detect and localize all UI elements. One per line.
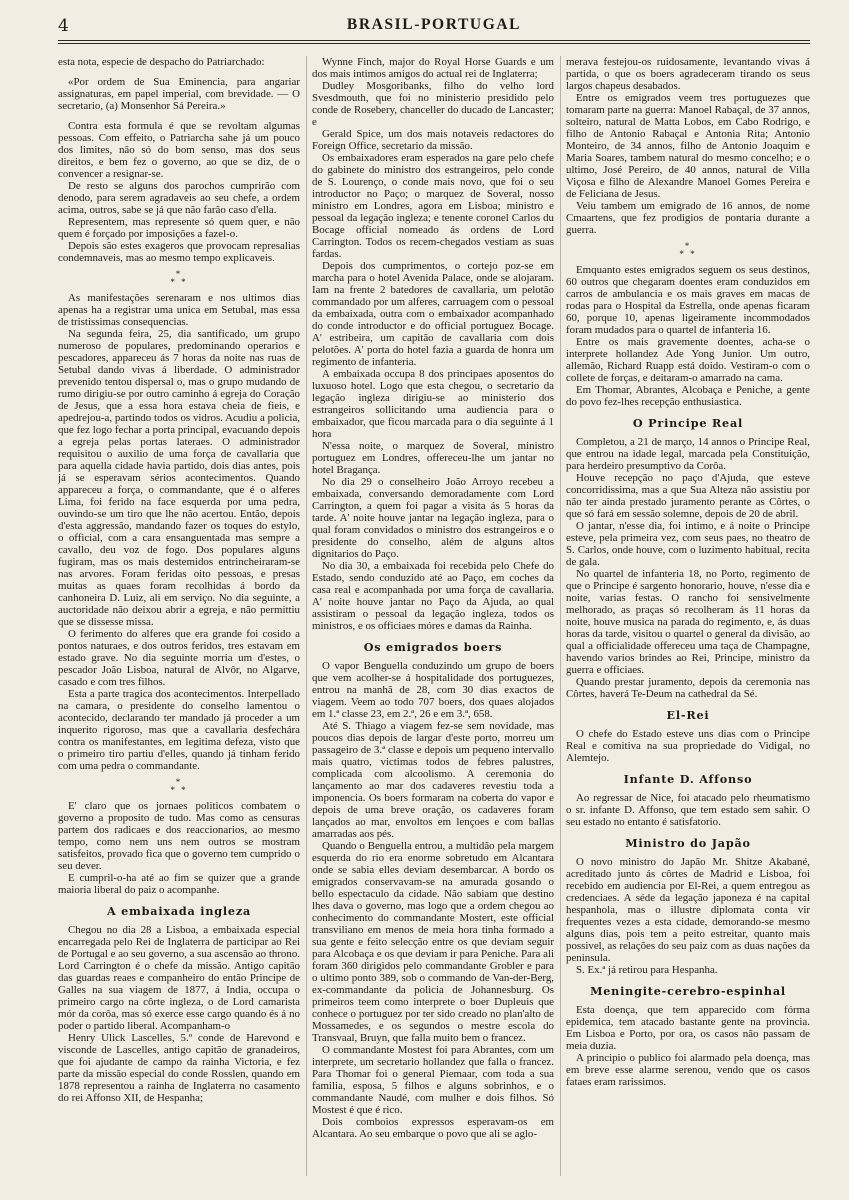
- paragraph: Chegou no dia 28 a Lisboa, a embaixada especial encarregada pelo Rei de Inglaterra de participar ao Rei de Portugal e ao seu governo, a sua ascensão ao throno. Lord Carrington é o chefe da missão. Antigo capitão das guardas reaes e companheiro do então Principe de Galles na sua viagem de 1877, á India, occupa o primeiro cargo na côrte ingleza, o de Lord camarista mór da corôa, mas só exerce esse cargo quando és á no poder o partido liberal. Acompanham-o: [58, 924, 300, 1032]
- paragraph: merava festejou-os ruidosamente, levantando vivas á partida, o que os boers agradeceram tirando os seus largos chapeus desabados.: [566, 56, 810, 92]
- paragraph: Esta a parte tragica dos acontecimentos. Interpellado na camara, o presidente do conselho lamentou o acontecido, declarando ter mandado já proceder a um inquerito rigoroso, mas que a cavallaria desfechára contra os manifestantes, em legitima defeza, visto que o primeiro tiro partiu d'elles, quando já tinham ferido com uma pedra o commandante.: [58, 688, 300, 772]
- column-divider: [560, 56, 561, 1176]
- paragraph: Henry Ulick Lascelles, 5.º conde de Harevond e visconde de Lascelles, antigo capitão de granadeiros, que foi ajudante de campo da rainha Victoria, e fez parte da missão especial do conde Rosslen, quando em 1878 representou a rainha de Inglaterra no casamento do rei Affonso XII, de Hespanha;: [58, 1032, 300, 1104]
- paragraph: Dudley Mosgoribanks, filho do velho lord Svesdmouth, que foi no ministerio presidido pelo conde de Rosebery, chanceller do ducado de Lancaster; e: [312, 80, 554, 128]
- asterism-divider: * * *: [170, 269, 188, 287]
- paragraph: Em Thomar, Abrantes, Alcobaça e Peniche, a gente do povo fez-lhes recepção enthusiastica.: [566, 384, 810, 408]
- header-rule: [58, 40, 810, 41]
- column-1: [58, 56, 300, 1186]
- paragraph: N'essa noite, o marquez de Soveral, ministro portuguez em Londres, offereceu-lhe um jantar no hotel Bragança.: [312, 440, 554, 476]
- paragraph: Emquanto estes emigrados seguem os seus destinos, 60 outros que chegaram doentes eram conduzidos em carros de ambulancia e os mais graves em macas de rodas para o Hospital da Estrella, onde apenas ficaram 60, porque 10, apenas ligeiramente incommodados foram mudados para o quartel de infanteria 16.: [566, 264, 810, 336]
- paragraph: O chefe do Estado esteve uns dias com o Principe Real e comitiva na sua propriedade do Vidigal, no Alemtejo.: [566, 728, 810, 764]
- paragraph: Na segunda feira, 25, dia santificado, um grupo numeroso de populares, predominando operarios e pescadores, appareceu ás 7 horas da noite nas ruas de Setubal dando vivas á liberdade. O administrador prevenido tentou dispersal o, mas o grupo mudando de rumo dirigiu-se por outro caminho á egreja do Coração de Jesus, que a essa hora estava cheia de fieis, e apedrejou-a, partindo todos os vidros. Acudiu a policia, que fez logo fechar a porta principal, evacuando depois a egreja pelas portas lateraes. O administrador requisitou o auxilio de uma força de cavallaria que para aquella cidade havia partido, dois dias antes, pois já se esperavam sérios acontecimentos. Quando appareceu a força, o commandante, que é o alferes Lima, foi ferido na face esquerda por uma pedra, ouvindo-se um tiro que lhe não acertou. Então, depois d'esta aggressão, mandando fazer os toques do estylo, o official, com a cara ensanguentada mas sempre a cavallo, deu voz de fogo. Dos populares alguns fugiram, mas os mais destemidos entrincheiraram-se nas arvores. Foram feridas oito pessoas, e presas muitas as quaes foram recolhidas á bordo da canhoneira D. Luiz, ali em serviço. No dia seguinte, a auctoridade não deixou abrir a egreja, e não permittiu que se dissesse missa.: [58, 328, 300, 628]
- paragraph: O novo ministro do Japão Mr. Shitze Akabané, acreditado junto ás côrtes de Madrid e Lisboa, foi recebido em audiencia por El-Rei, a quem entregou as credenciaes. A séde da legação japoneza é na capital hespanhola, mas o illustre diplomata conta vir frequentes vezes a esta cidade, demorando-se mesmo alguns dias, pois tem a peito estreitar, quanto mais possivel, as relações do seu paiz com as duas nações da peninsula.: [566, 856, 810, 964]
- paragraph: De resto se alguns dos parochos cumprirão com denodo, para serem agradaveis ao seu chefe, a ordem acima, outros, sabe se já que não farão caso d'ella.: [58, 180, 300, 216]
- section-title-meningite: Meningite-cerebro-espinhal: [590, 984, 786, 998]
- page-number: 4: [58, 16, 69, 36]
- paragraph: O commandante Mostest foi para Abrantes, com um interprete, um secretario hollandez que falla o francez. Para Thomar foi o general Piemaar, com toda a sua familia, esposa, 5 filhos e alguns sobrinhos, e o commandante Naudé, com mulher e dois filhos. Só Mostest é que é rico.: [312, 1044, 554, 1116]
- page-header: [58, 14, 810, 36]
- paragraph: Representem, mas represente só quem quer, e não quem é forçado por imposições a fazel-o.: [58, 216, 300, 240]
- section-title-boers: Os emigrados boers: [363, 640, 503, 654]
- paragraph: Entre os emigrados veem tres portuguezes que tomaram parte na guerra: Manoel Rabaçal, de 37 annos, solteiro, natural de Matta Lobos, em Cabo Rodrigo, e filho de Antonio Rabaçal e Antonia Rita; Antonio Monteiro, de 34 annos, filho de Antonio Joaquim e Maria Soares, tambem natural do mesmo concelho; e o ultimo, José Pereiro, de 40 annos, natural de Villa Viçosa e filho de Alexandre Manoel Gomes Pereira e de Feliciana de Jesus.: [566, 92, 810, 200]
- paragraph: E' claro que os jornaes politicos combatem o governo a proposito de tudo. Mas como as censuras partem dos radicaes e dos reaccionarios, ao mesmo tempo, como nem uns nem outros se mostram satisfeitos, provado fica que o governo tem cumprido o seu dever.: [58, 800, 300, 872]
- paragraph: Depois dos cumprimentos, o cortejo poz-se em marcha para o hotel Avenida Palace, onde se alojaram. Iam na frente 2 batedores de cavallaria, um pelotão commandado por um alferes, carruagem com o pessoal da embaixada, outra com o embaixador acompanhado do conde introductor e do official portuguez Bocage. A' estribeira, um capitão de cavallaria com dois pelotões. A' porta do hotel fazia a guarda de honra um regimento de infanteria.: [312, 260, 554, 368]
- paragraph: Os embaixadores eram esperados na gare pelo chefe do gabinete do ministro dos estrangeiros, pelo conde de S. Lourenço, o conde mais novo, que foi o seu introductor no Paço; o marquez de Soveral, nosso ministro em Londres, agora em Lisboa; ministro e pessoal da legação ingleza; e tenente coronel Carlos du Bocage official nomeado ás ordens de Lord Carrington. Todos os recem-chegados vestiam as suas fardas.: [312, 152, 554, 260]
- paragraph: Gerald Spice, um dos mais notaveis redactores do Foreign Office, secretario da missão.: [312, 128, 554, 152]
- paragraph: Depois são estes exageros que provocam represalias condemnaveis, mas ao mesmo tempo explicaveis.: [58, 240, 300, 264]
- paragraph: O vapor Benguella conduzindo um grupo de boers que vem acolher-se á hospitalidade dos portuguezes, entrou na manhã de 28, com 30 dias exactos de viagem. Veem ao todo 707 boers, dos quaes alojados em 1.ª classe 23, em 2.ª, 26 e em 3.ª, 658.: [312, 660, 554, 720]
- paragraph: No dia 30, a embaixada foi recebida pelo Chefe do Estado, sendo conduzido até ao Paço, em coches da casa real e acompanhada por uma força de cavallaria. A' noite houve jantar no Paço da Ajuda, ao qual assistiram o pessoal da legação ingleza, todos os ministros, e os officiaes móres e damas da Rainha.: [312, 560, 554, 632]
- paragraph: Esta doença, que tem apparecido com fórma epidemica, tem atacado bastante gente na provincia. Em Lisboa e Porto, por ora, os casos não passam de meia duzia.: [566, 1004, 810, 1052]
- paragraph: Quando o Benguella entrou, a multidão pela margem esquerda do rio era enorme sobretudo em Alcantara onde se sabia elles deviam desembarcar. A bordo os emigrados conservavam-se na amurada gosando o bello espectaculo da cidade. Não sabiam que destino lhes dava o governo, mas logo que a ordem chegou ao conhecimento do commandante Mostert, este official transviliano em menos de meia hora tinha formado a sua gente e feito selecção entre os que deviam seguir para Alcobaça e os que deviam ir para Peniche. Para ali foram 360 dirigidos pelo commandante Grobler e para o ultimo ponto 389, sob o commando de Van-der-Berg, ex-commandante da policia de Johannesburg. Os primeiros teem como interprete o boer Dupleuis que conhece o portuguez por ter sido creado no plan'alto de Mossamedes, e os segundos o mestre escola do Transvaal, Bruyn, que falla muito bem o francez.: [312, 840, 554, 1044]
- section-title-embaixada: A embaixada ingleza: [106, 904, 252, 918]
- paragraph: A principio o publico foi alarmado pela doença, mas em breve esse alarme serenou, vendo que os casos fataes eram rarissimos.: [566, 1052, 810, 1088]
- paragraph: No quartel de infanteria 18, no Porto, regimento de que o Principe é sargento honorario, houve, n'esse dia e noite, varias festas. O rancho foi sensivelmente melhorado, as praças só recolheram ás 11 horas da noite, houve musica na parada do regimento, e, ás duas horas da tarde, visitou o quartel o general da divisão, ao qual a officialidade offereceu uma taça de Champagne, havendo varios brindes ao Rei, Principe, ministro da guerra e officiaes.: [566, 568, 810, 676]
- paragraph: Wynne Finch, major do Royal Horse Guards e um dos mais intimos amigos do actual rei de Inglaterra;: [312, 56, 554, 80]
- section-title-infante: Infante D. Affonso: [623, 772, 753, 786]
- asterism-divider: * * *: [679, 241, 697, 259]
- column-divider: [306, 56, 307, 1176]
- paragraph-quote: «Por ordem de Sua Eminencia, para angariar assignaturas, em papel imperial, com brevidade. — O secretario, (a) Monsenhor Sá Pereira.»: [58, 76, 300, 112]
- column-3: [566, 56, 810, 1186]
- paragraph: Ao regressar de Nice, foi atacado pelo rheumatismo o sr. infante D. Affonso, que tem estado sem sahir. O seu estado no entanto é satisfatorio.: [566, 792, 810, 828]
- paragraph: E cumpril-o-ha até ao fim se quizer que a grande maioria liberal do paiz o acompanhe.: [58, 872, 300, 896]
- section-title-elrei: El-Rei: [666, 708, 710, 722]
- header-rule-thin: [58, 43, 810, 44]
- paragraph: Dois comboios expressos esperavam-os em Alcantara. Ao seu embarque o povo que ali se aglo-: [312, 1116, 554, 1140]
- paragraph: A embaixada occupa 8 dos principaes aposentos do luxuoso hotel. Logo que esta chegou, o secretario da legação ingleza dirigiu-se ao ministerio dos estrangeiros sollicitando uma audiencia para o embaixador, que ficou marcada para o dia seguinte á 1 hora: [312, 368, 554, 440]
- paragraph: As manifestações serenaram e nos ultimos dias apenas ha a registrar uma unica em Setubal, mas essa de tristissimas consequencias.: [58, 292, 300, 328]
- masthead-title: BRASIL-PORTUGAL: [346, 16, 522, 33]
- asterism-divider: * * *: [170, 777, 188, 795]
- paragraph: esta nota, especie de despacho do Patriarchado:: [58, 56, 265, 68]
- paragraph: Houve recepção no paço d'Ajuda, que esteve concorridissima, mas a que Sua Alteza não assistiu por não ter ainda prestado juramento perante as Côrtes, o que só fará em sessão solemne, depois de 20 de abril.: [566, 472, 810, 520]
- section-title-principe: O Principe Real: [632, 416, 744, 430]
- column-2: [312, 56, 554, 1186]
- paragraph: Entre os mais gravemente doentes, acha-se o interprete hollandez Ade Yong Junior. Um outro, allemão, Richard Ruapp está doido. Vestiram-o com o collete de forças, e deitaram-o amarrado na cama.: [566, 336, 810, 384]
- paragraph: Veiu tambem um emigrado de 16 annos, de nome Cmaartens, que fez prodigios de pontaria durante a guerra.: [566, 200, 810, 236]
- paragraph: S. Ex.ª já retirou para Hespanha.: [576, 964, 718, 976]
- paragraph: Quando prestar juramento, depois da ceremonia nas Côrtes, haverá Te-Deum na cathedral da Sé.: [566, 676, 810, 700]
- section-title-japao: Ministro do Japão: [625, 836, 751, 850]
- paragraph: Completou, a 21 de março, 14 annos o Principe Real, que entrou na idade legal, marcada pela Constituição, para herdeiro presumptivo da Corôa.: [566, 436, 810, 472]
- paragraph: Contra esta formula é que se revoltam algumas pessoas. Com effeito, o Patriarcha sahe já um pouco dos limites, não só do bom senso, mas dos seus direitos, e bem fez o governo, ao que se diz, de o convencer a resignar-se.: [58, 120, 300, 180]
- paragraph: O jantar, n'esse dia, foi intimo, e á noite o Principe esteve, pela primeira vez, com seus paes, no theatro de S. Carlos, onde houve, com o luzimento habitual, recita de gala.: [566, 520, 810, 568]
- paragraph: O ferimento do alferes que era grande foi cosido a pontos naturaes, e dos outros feridos, tres estavam em estado grave. No dia seguinte morria um d'estes, o pescador João Lisboa, natural de Alvôr, no Algarve, casado e com tres filhos.: [58, 628, 300, 688]
- paragraph: No dia 29 o conselheiro João Arroyo recebeu a embaixada, conversando demoradamente com Lord Carrington, a quem foi pagar a visita ás 5 horas da tarde. A' noite houve jantar na legação ingleza, para o qual foram convidados o ministro dos estrangeiros e o presidente do conselho, além de alguns altos dignitarios do Paço.: [312, 476, 554, 560]
- paragraph: Até S. Thiago a viagem fez-se sem novidade, mas poucos dias depois de largar d'este porto, morreu um passageiro de 3.ª classe e depois um pequeno intervallo mais quatro, victimas todos de febres palustres, complicada com alcoolismo. A ceremonia do lançamento ao mar dos cadaveres revestiu toda a imponencia. Os boers formaram na coberta do vapor e depois de uma breve oração, os cadaveres foram lançados ao mar, envoltos em lençoes e com ballas amarradas aos pés.: [312, 720, 554, 840]
